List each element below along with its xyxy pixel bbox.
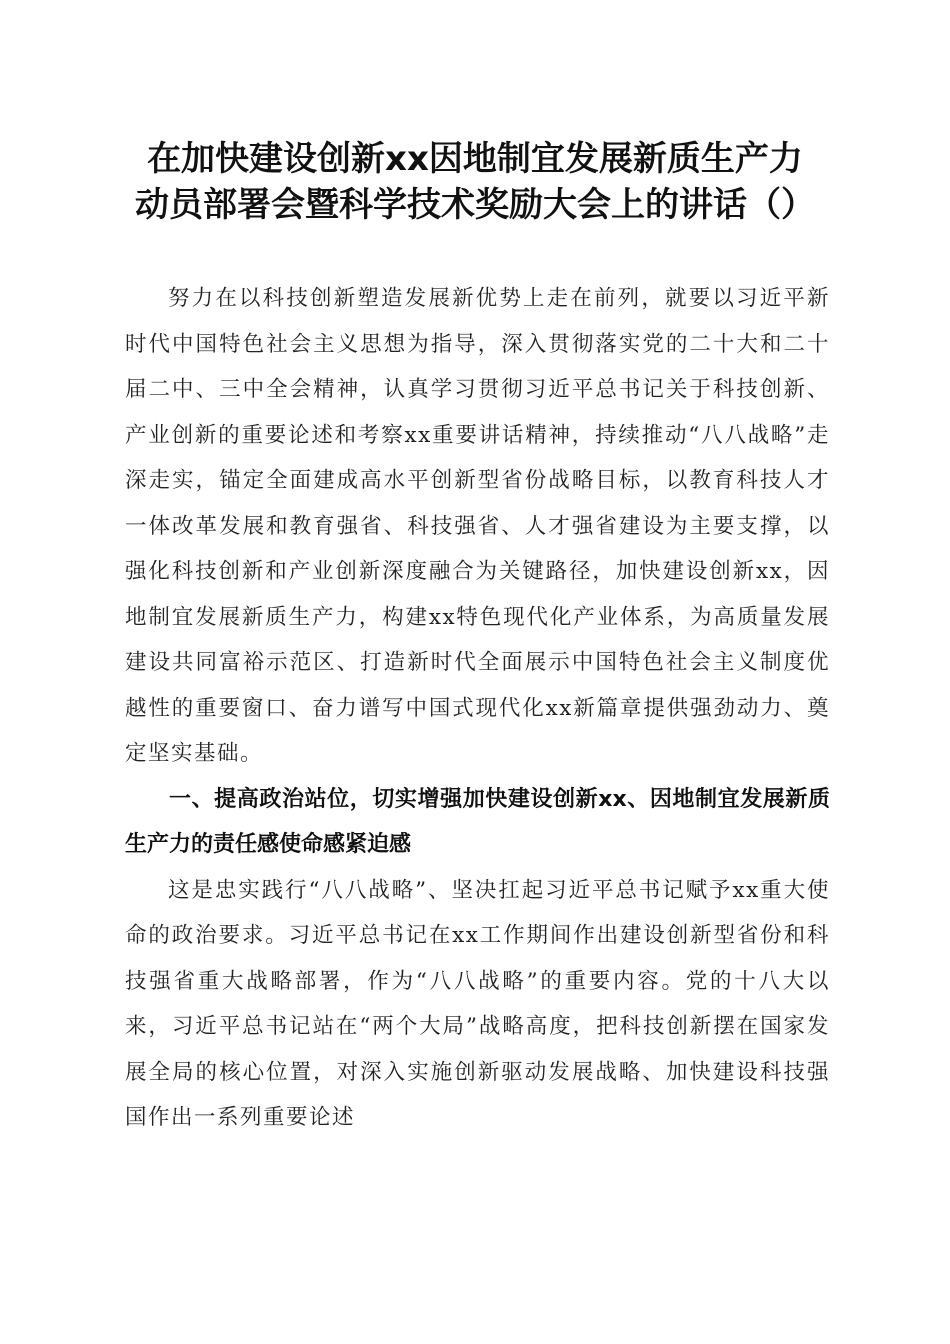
section-1-heading: 一、提高政治站位，切实增强加快建设创新xx、因地制宜发展新质生产力的责任感使命感紧迫感 xyxy=(125,786,830,857)
document-title xyxy=(100,136,850,228)
intro-paragraph: 努力在以科技创新塑造发展新优势上走在前列，就要以习近平新时代中国特色社会主义思想为指导，深入贯彻落实党的二十大和二十届二中、三中全会精神，认真学习贯彻习近平总书记关于科技创新、产业创新的重要论述和考察xx重要讲话精神，持续推动“八八战略”走深走实，锚定全面建成高水平创新型省份战略目标，以教育科技人才一体改革发展和教育强省、科技强省、人才强省建设为主要支撑，以强化科技创新和产业创新深度融合为关键路径，加快建设创新xx，因地制宜发展新质生产力，构建xx特色现代化产业体系，为高质量发展建设共同富裕示范区、打造新时代全面展示中国特色社会主义制度优越性的重要窗口、奋力谱写中国式现代化xx新篇章提供强劲动力、奠定坚实基础。 xyxy=(125,286,830,766)
document-body xyxy=(125,276,830,1141)
title-line-1: 在加快建设创新xx因地制宜发展新质生产力 xyxy=(147,139,803,179)
section-1-paragraph: 这是忠实践行“八八战略”、坚决扛起习近平总书记赋予xx重大使命的政治要求。习近平总书记在xx工作期间作出建设创新型省份和科技强省重大战略部署，作为“八八战略”的重要内容。党的十八大以来，习近平总书记站在“两个大局”战略高度，把科技创新摆在国家发展全局的核心位置，对深入实施创新驱动发展战略、加快建设科技强国作出一系列重要论述 xyxy=(125,877,830,1130)
title-line-2: 动员部署会暨科学技术奖励大会上的讲话（） xyxy=(135,185,815,225)
